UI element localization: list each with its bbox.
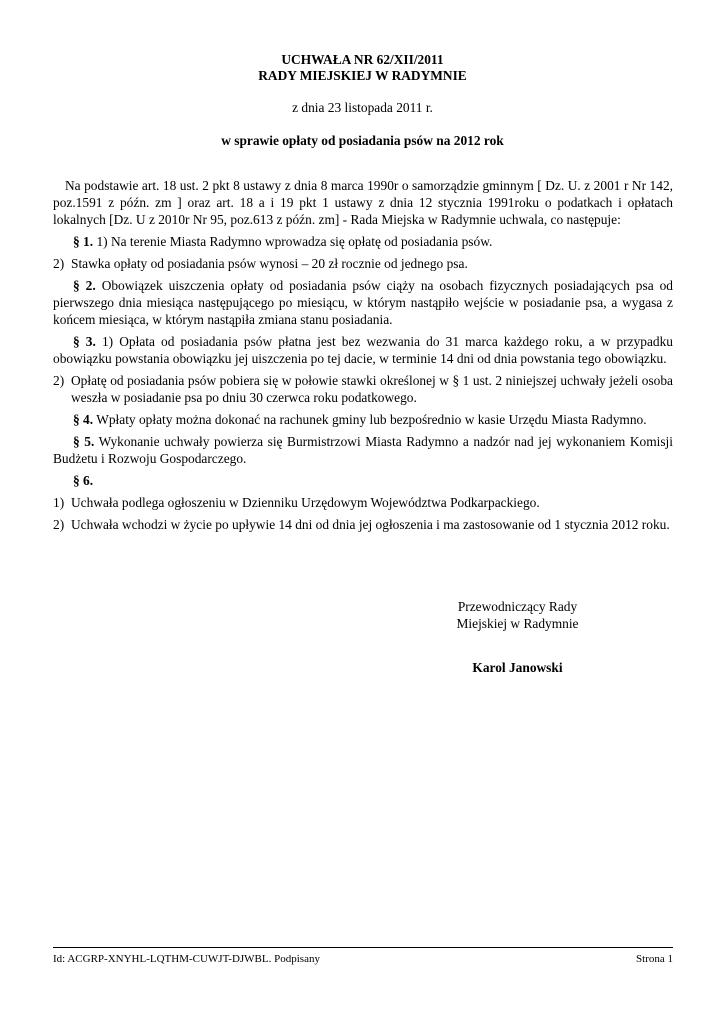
document-body bbox=[53, 177, 673, 538]
footer-divider bbox=[53, 947, 673, 948]
section-2-label: § 2. bbox=[73, 278, 96, 293]
document-date: z dnia 23 listopada 2011 r. bbox=[292, 100, 433, 115]
section-1-label: § 1. bbox=[73, 234, 94, 249]
point-number: 2) bbox=[53, 517, 65, 532]
point-text: Opłatę od posiadania psów pobiera się w połowie stawki określonej w § 1 ust. 2 niniejszej uchwały jeżeli osoba weszła w posiadanie psa po dniu 30 czerwca roku podatkowego. bbox=[71, 373, 673, 405]
section-6-point-1 bbox=[53, 494, 673, 511]
point-text: Uchwała wchodzi w życie po upływie 14 dni od dnia jej ogłoszenia i ma zastosowanie od 1 stycznia 2012 roku. bbox=[71, 517, 670, 532]
signatory-name: Karol Janowski bbox=[472, 660, 563, 675]
section-3 bbox=[53, 333, 673, 367]
signature-block bbox=[440, 598, 595, 632]
preamble: Na podstawie art. 18 ust. 2 pkt 8 ustawy z dnia 8 marca 1990r o samorządzie gminnym [ Dz. U. z 2001 r Nr 142, poz.1591 z późn. zm ] oraz art. 18 a i 19 pkt 1 ustawy z dnia 12 stycznia 1991roku o podatkach i opłatach lokalnych [Dz. U z 2010r Nr 95, poz.613 z późn. zm] - Rada Miejska w Radymnie uchwala, co następuje: bbox=[53, 178, 673, 227]
point-text: Stawka opłaty od posiadania psów wynosi – 20 zł rocznie od jednego psa. bbox=[71, 256, 468, 271]
section-6-point-2 bbox=[53, 516, 673, 533]
section-1-point-1: 1) Na terenie Miasta Radymno wprowadza się opłatę od posiadania psów. bbox=[96, 234, 493, 249]
document-subject: w sprawie opłaty od posiadania psów na 2012 rok bbox=[221, 133, 504, 148]
point-number: 2) bbox=[53, 256, 65, 271]
signature-line-2: Miejskiej w Radymnie bbox=[456, 616, 579, 631]
section-3-point-1: 1) Opłata od posiadania psów płatna jest bez wezwania do 31 marca każdego roku, a w przypadku obowiązku powstania obowiązku jej uiszczenia po tej dacie, w terminie 14 dni od dnia powstania tego obowiązku. bbox=[53, 334, 673, 366]
section-5-text: Wykonanie uchwały powierza się Burmistrzowi Miasta Radymno a nadzór nad jej wykonaniem Komisji Budżetu i Rozwoju Gospodarczego. bbox=[53, 434, 673, 466]
section-4-text: Wpłaty opłaty można dokonać na rachunek gminy lub bezpośrednio w kasie Urzędu Miasta Radymno. bbox=[96, 412, 647, 427]
section-2 bbox=[53, 277, 673, 328]
section-4 bbox=[53, 411, 673, 428]
document-id: Id: ACGRP-XNYHL-LQTHM-CUWJT-DJWBL. Podpisany bbox=[53, 953, 320, 965]
section-2-text: Obowiązek uiszczenia opłaty od posiadania psów ciąży na osobach fizycznych posiadających psa od pierwszego dnia miesiąca następującego po miesiącu, w którym nastąpiło wejście w posiadanie psa, a wygasa z końcem miesiąca, w którym nastąpiła zmiana stanu posiadania. bbox=[53, 278, 673, 327]
section-5-label: § 5. bbox=[73, 434, 95, 449]
section-6-label: § 6. bbox=[73, 473, 94, 488]
section-6 bbox=[53, 472, 673, 489]
section-1 bbox=[53, 233, 673, 250]
page-footer bbox=[53, 953, 673, 965]
point-number: 1) bbox=[53, 495, 65, 510]
title-line-1: UCHWAŁA NR 62/XII/2011 bbox=[281, 52, 444, 67]
point-text: Uchwała podlega ogłoszeniu w Dzienniku Urzędowym Województwa Podkarpackiego. bbox=[71, 495, 540, 510]
document-title bbox=[0, 52, 725, 84]
section-4-label: § 4. bbox=[73, 412, 94, 427]
page-number: Strona 1 bbox=[636, 953, 673, 965]
point-number: 2) bbox=[53, 373, 65, 388]
section-5 bbox=[53, 433, 673, 467]
section-3-point-2 bbox=[53, 372, 673, 406]
section-3-label: § 3. bbox=[73, 334, 96, 349]
title-line-2: RADY MIEJSKIEJ W RADYMNIE bbox=[258, 68, 467, 83]
section-1-point-2 bbox=[53, 255, 673, 272]
signature-line-1: Przewodniczący Rady bbox=[457, 599, 578, 614]
